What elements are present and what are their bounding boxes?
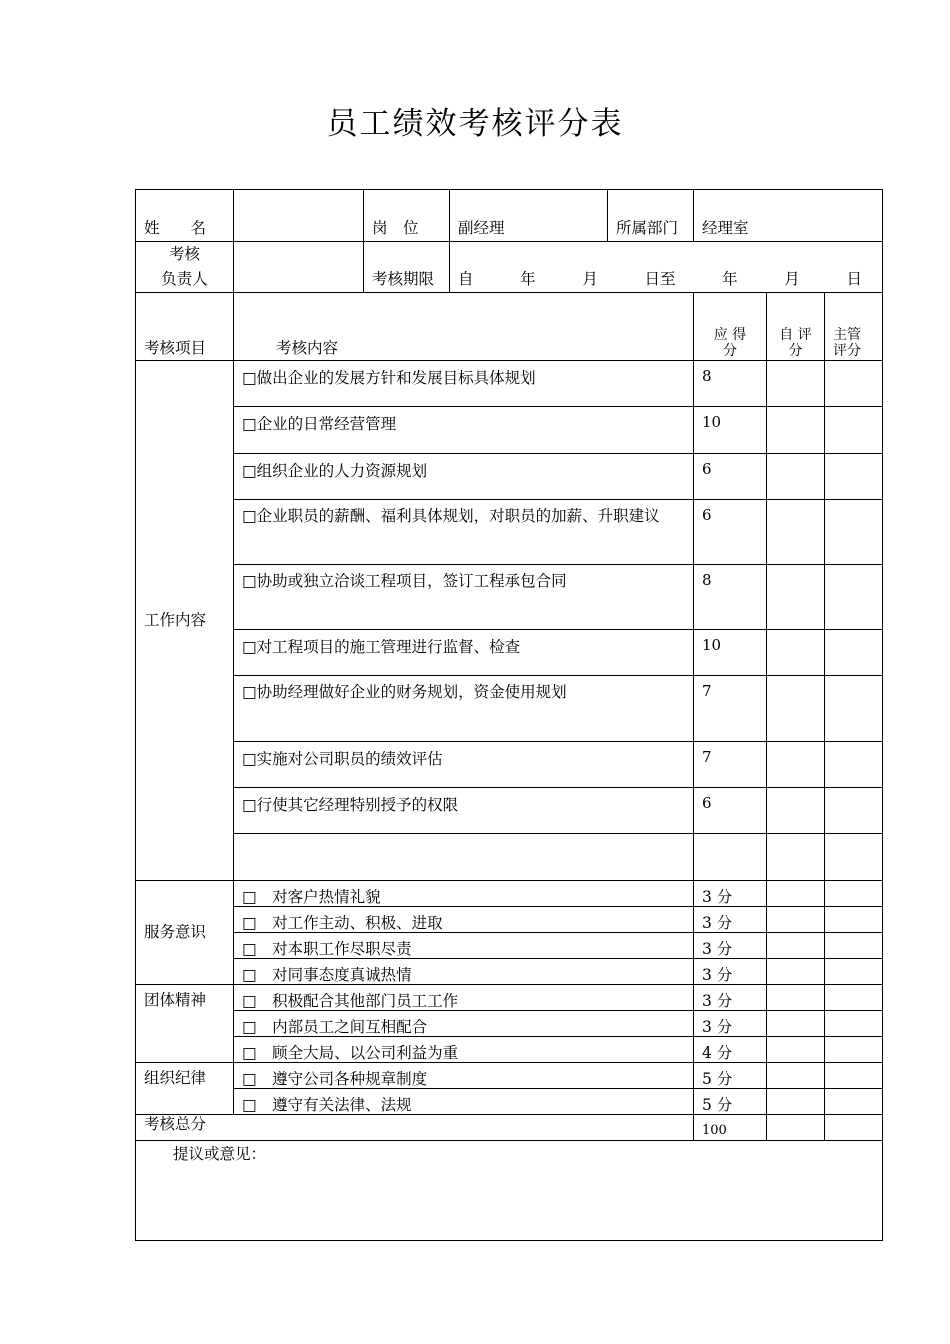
supervisor-score-cell[interactable] <box>825 1063 883 1089</box>
name-value[interactable] <box>234 190 364 242</box>
col-header-content: 考核内容 <box>234 293 694 361</box>
self-score-cell[interactable] <box>767 985 825 1011</box>
work-item-score: 6 <box>694 454 767 500</box>
work-item-empty[interactable] <box>234 834 694 881</box>
supervisor-score-cell[interactable] <box>825 742 883 788</box>
self-score-cell[interactable] <box>767 454 825 500</box>
team-item: □ 顾全大局、以公司利益为重 <box>234 1037 694 1063</box>
self-score-cell[interactable] <box>767 1115 825 1141</box>
self-score-cell[interactable] <box>767 933 825 959</box>
self-score-cell[interactable] <box>767 742 825 788</box>
self-score-cell[interactable] <box>767 907 825 933</box>
service-item-score: 3 分 <box>694 881 767 907</box>
col-header-self-score: 自 评 分 <box>767 293 825 361</box>
self-score-cell[interactable] <box>767 1037 825 1063</box>
evaluation-form <box>135 189 883 1241</box>
category-discipline: 组织纪律 <box>136 1063 234 1115</box>
name-label: 姓 名 <box>136 190 234 242</box>
category-team: 团体精神 <box>136 985 234 1063</box>
service-item: □ 对同事态度真诚热情 <box>234 959 694 985</box>
service-item-score: 3 分 <box>694 907 767 933</box>
supervisor-score-cell[interactable] <box>825 630 883 676</box>
team-item: □ 积极配合其他部门员工工作 <box>234 985 694 1011</box>
team-item: □ 内部员工之间互相配合 <box>234 1011 694 1037</box>
self-score-cell[interactable] <box>767 834 825 881</box>
supervisor-score-cell[interactable] <box>825 834 883 881</box>
supervisor-score-cell[interactable] <box>825 933 883 959</box>
self-score-cell[interactable] <box>767 676 825 742</box>
supervisor-score-cell[interactable] <box>825 881 883 907</box>
self-score-cell[interactable] <box>767 565 825 630</box>
supervisor-score-cell[interactable] <box>825 454 883 500</box>
work-item-score-empty[interactable] <box>694 834 767 881</box>
self-score-cell[interactable] <box>767 1011 825 1037</box>
supervisor-score-cell[interactable] <box>825 407 883 454</box>
team-item-score: 3 分 <box>694 985 767 1011</box>
work-item: □协助经理做好企业的财务规划，资金使用规划 <box>234 676 694 742</box>
supervisor-score-cell[interactable] <box>825 1011 883 1037</box>
team-item-score: 4 分 <box>694 1037 767 1063</box>
supervisor-score-cell[interactable] <box>825 500 883 565</box>
comments-label: 提议或意见： <box>173 1145 267 1164</box>
col-header-item: 考核项目 <box>136 293 234 361</box>
comments-field[interactable] <box>136 1141 883 1241</box>
service-item: □ 对客户热情礼貌 <box>234 881 694 907</box>
work-item: □企业的日常经营管理 <box>234 407 694 454</box>
self-score-cell[interactable] <box>767 407 825 454</box>
dept-value[interactable]: 经理室 <box>694 190 883 242</box>
col-header-due-score: 应 得 分 <box>694 293 767 361</box>
work-item: □对工程项目的施工管理进行监督、检查 <box>234 630 694 676</box>
position-label: 岗 位 <box>364 190 450 242</box>
self-score-cell[interactable] <box>767 500 825 565</box>
dept-label: 所属部门 <box>608 190 694 242</box>
reviewer-label: 考核 负责人 <box>136 242 234 293</box>
work-item-score: 8 <box>694 565 767 630</box>
self-score-cell[interactable] <box>767 1063 825 1089</box>
work-item-score: 7 <box>694 742 767 788</box>
discipline-item: □ 遵守有关法律、法规 <box>234 1089 694 1115</box>
supervisor-score-cell[interactable] <box>825 565 883 630</box>
work-item-score: 6 <box>694 500 767 565</box>
period-value[interactable]: 自 年 月 日至 年 月 日 <box>450 242 883 293</box>
work-item: □组织企业的人力资源规划 <box>234 454 694 500</box>
category-service: 服务意识 <box>136 881 234 985</box>
supervisor-score-cell[interactable] <box>825 959 883 985</box>
service-item-score: 3 分 <box>694 959 767 985</box>
supervisor-score-cell[interactable] <box>825 1115 883 1141</box>
service-item-score: 3 分 <box>694 933 767 959</box>
work-item-score: 10 <box>694 407 767 454</box>
work-item: □企业职员的薪酬、福利具体规划，对职员的加薪、升职建议 <box>234 500 694 565</box>
work-item-score: 7 <box>694 676 767 742</box>
supervisor-score-cell[interactable] <box>825 907 883 933</box>
supervisor-score-cell[interactable] <box>825 1089 883 1115</box>
work-item-score: 10 <box>694 630 767 676</box>
self-score-cell[interactable] <box>767 788 825 834</box>
page-title: 员工绩效考核评分表 <box>326 106 624 142</box>
supervisor-score-cell[interactable] <box>825 985 883 1011</box>
self-score-cell[interactable] <box>767 881 825 907</box>
period-label: 考核期限 <box>364 242 450 293</box>
work-item: □行使其它经理特别授予的权限 <box>234 788 694 834</box>
work-item: □实施对公司职员的绩效评估 <box>234 742 694 788</box>
reviewer-value[interactable] <box>234 242 364 293</box>
service-item: □ 对工作主动、积极、进取 <box>234 907 694 933</box>
work-item-score: 8 <box>694 361 767 407</box>
supervisor-score-cell[interactable] <box>825 676 883 742</box>
supervisor-score-cell[interactable] <box>825 361 883 407</box>
col-header-supervisor-score: 主管 评分 <box>825 293 883 361</box>
self-score-cell[interactable] <box>767 630 825 676</box>
work-item: □做出企业的发展方针和发展目标具体规划 <box>234 361 694 407</box>
total-label: 考核总分 <box>136 1115 694 1141</box>
work-item: □协助或独立洽谈工程项目，签订工程承包合同 <box>234 565 694 630</box>
service-item: □ 对本职工作尽职尽责 <box>234 933 694 959</box>
team-item-score: 3 分 <box>694 1011 767 1037</box>
position-value[interactable]: 副经理 <box>450 190 608 242</box>
supervisor-score-cell[interactable] <box>825 1037 883 1063</box>
discipline-item-score: 5 分 <box>694 1063 767 1089</box>
self-score-cell[interactable] <box>767 361 825 407</box>
discipline-item-score: 5 分 <box>694 1089 767 1115</box>
self-score-cell[interactable] <box>767 959 825 985</box>
category-work: 工作内容 <box>136 361 234 881</box>
total-value: 100 <box>694 1115 767 1141</box>
discipline-item: □ 遵守公司各种规章制度 <box>234 1063 694 1089</box>
supervisor-score-cell[interactable] <box>825 788 883 834</box>
self-score-cell[interactable] <box>767 1089 825 1115</box>
work-item-score: 6 <box>694 788 767 834</box>
